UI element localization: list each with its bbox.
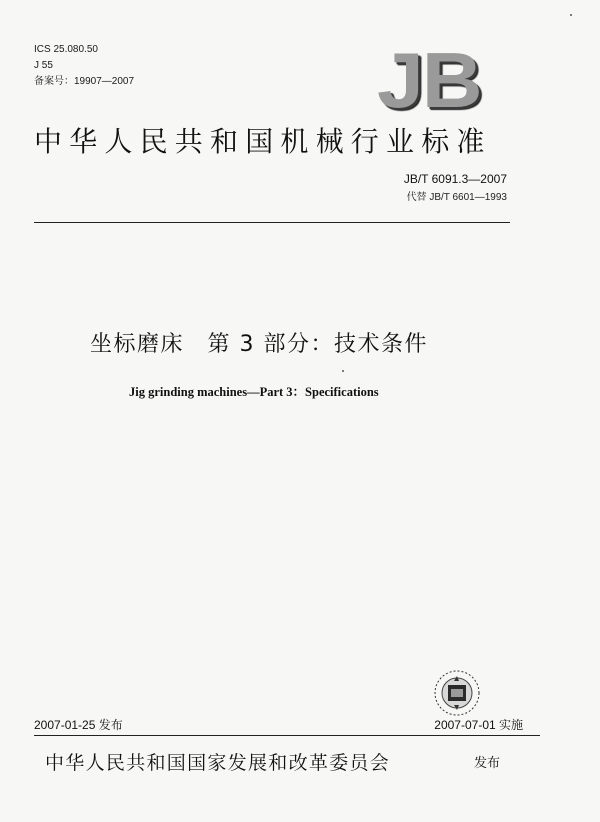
standard-number: JB/T 6091.3—2007 bbox=[403, 172, 507, 186]
ics-code: ICS 25.080.50 bbox=[34, 44, 98, 55]
scan-speck bbox=[342, 370, 344, 372]
issue-date: 2007-01-25 发布 bbox=[34, 718, 123, 732]
issuer-suffix: 发布 bbox=[474, 756, 501, 771]
record-number: 备案号：19907—2007 bbox=[34, 76, 135, 87]
header-divider bbox=[34, 222, 510, 223]
standard-category-title: 中华人民共和国机械行业标准 bbox=[34, 125, 492, 158]
document-title-cn: 坐标磨床 第 3 部分：技术条件 bbox=[90, 332, 428, 357]
replaces-standard: 代替 JB/T 6601—1993 bbox=[406, 192, 507, 203]
footer-divider bbox=[34, 735, 540, 736]
national-emblem-seal-icon bbox=[432, 668, 482, 718]
classification-code: J 55 bbox=[34, 60, 53, 71]
document-title-en: Jig grinding machines—Part 3：Specifications bbox=[129, 385, 379, 399]
implementation-date: 2007-07-01 实施 bbox=[434, 718, 523, 732]
jb-logo: JB bbox=[377, 36, 481, 124]
scan-speck bbox=[570, 14, 572, 16]
issuing-authority: 中华人民共和国国家发展和改革委员会 bbox=[45, 752, 391, 774]
